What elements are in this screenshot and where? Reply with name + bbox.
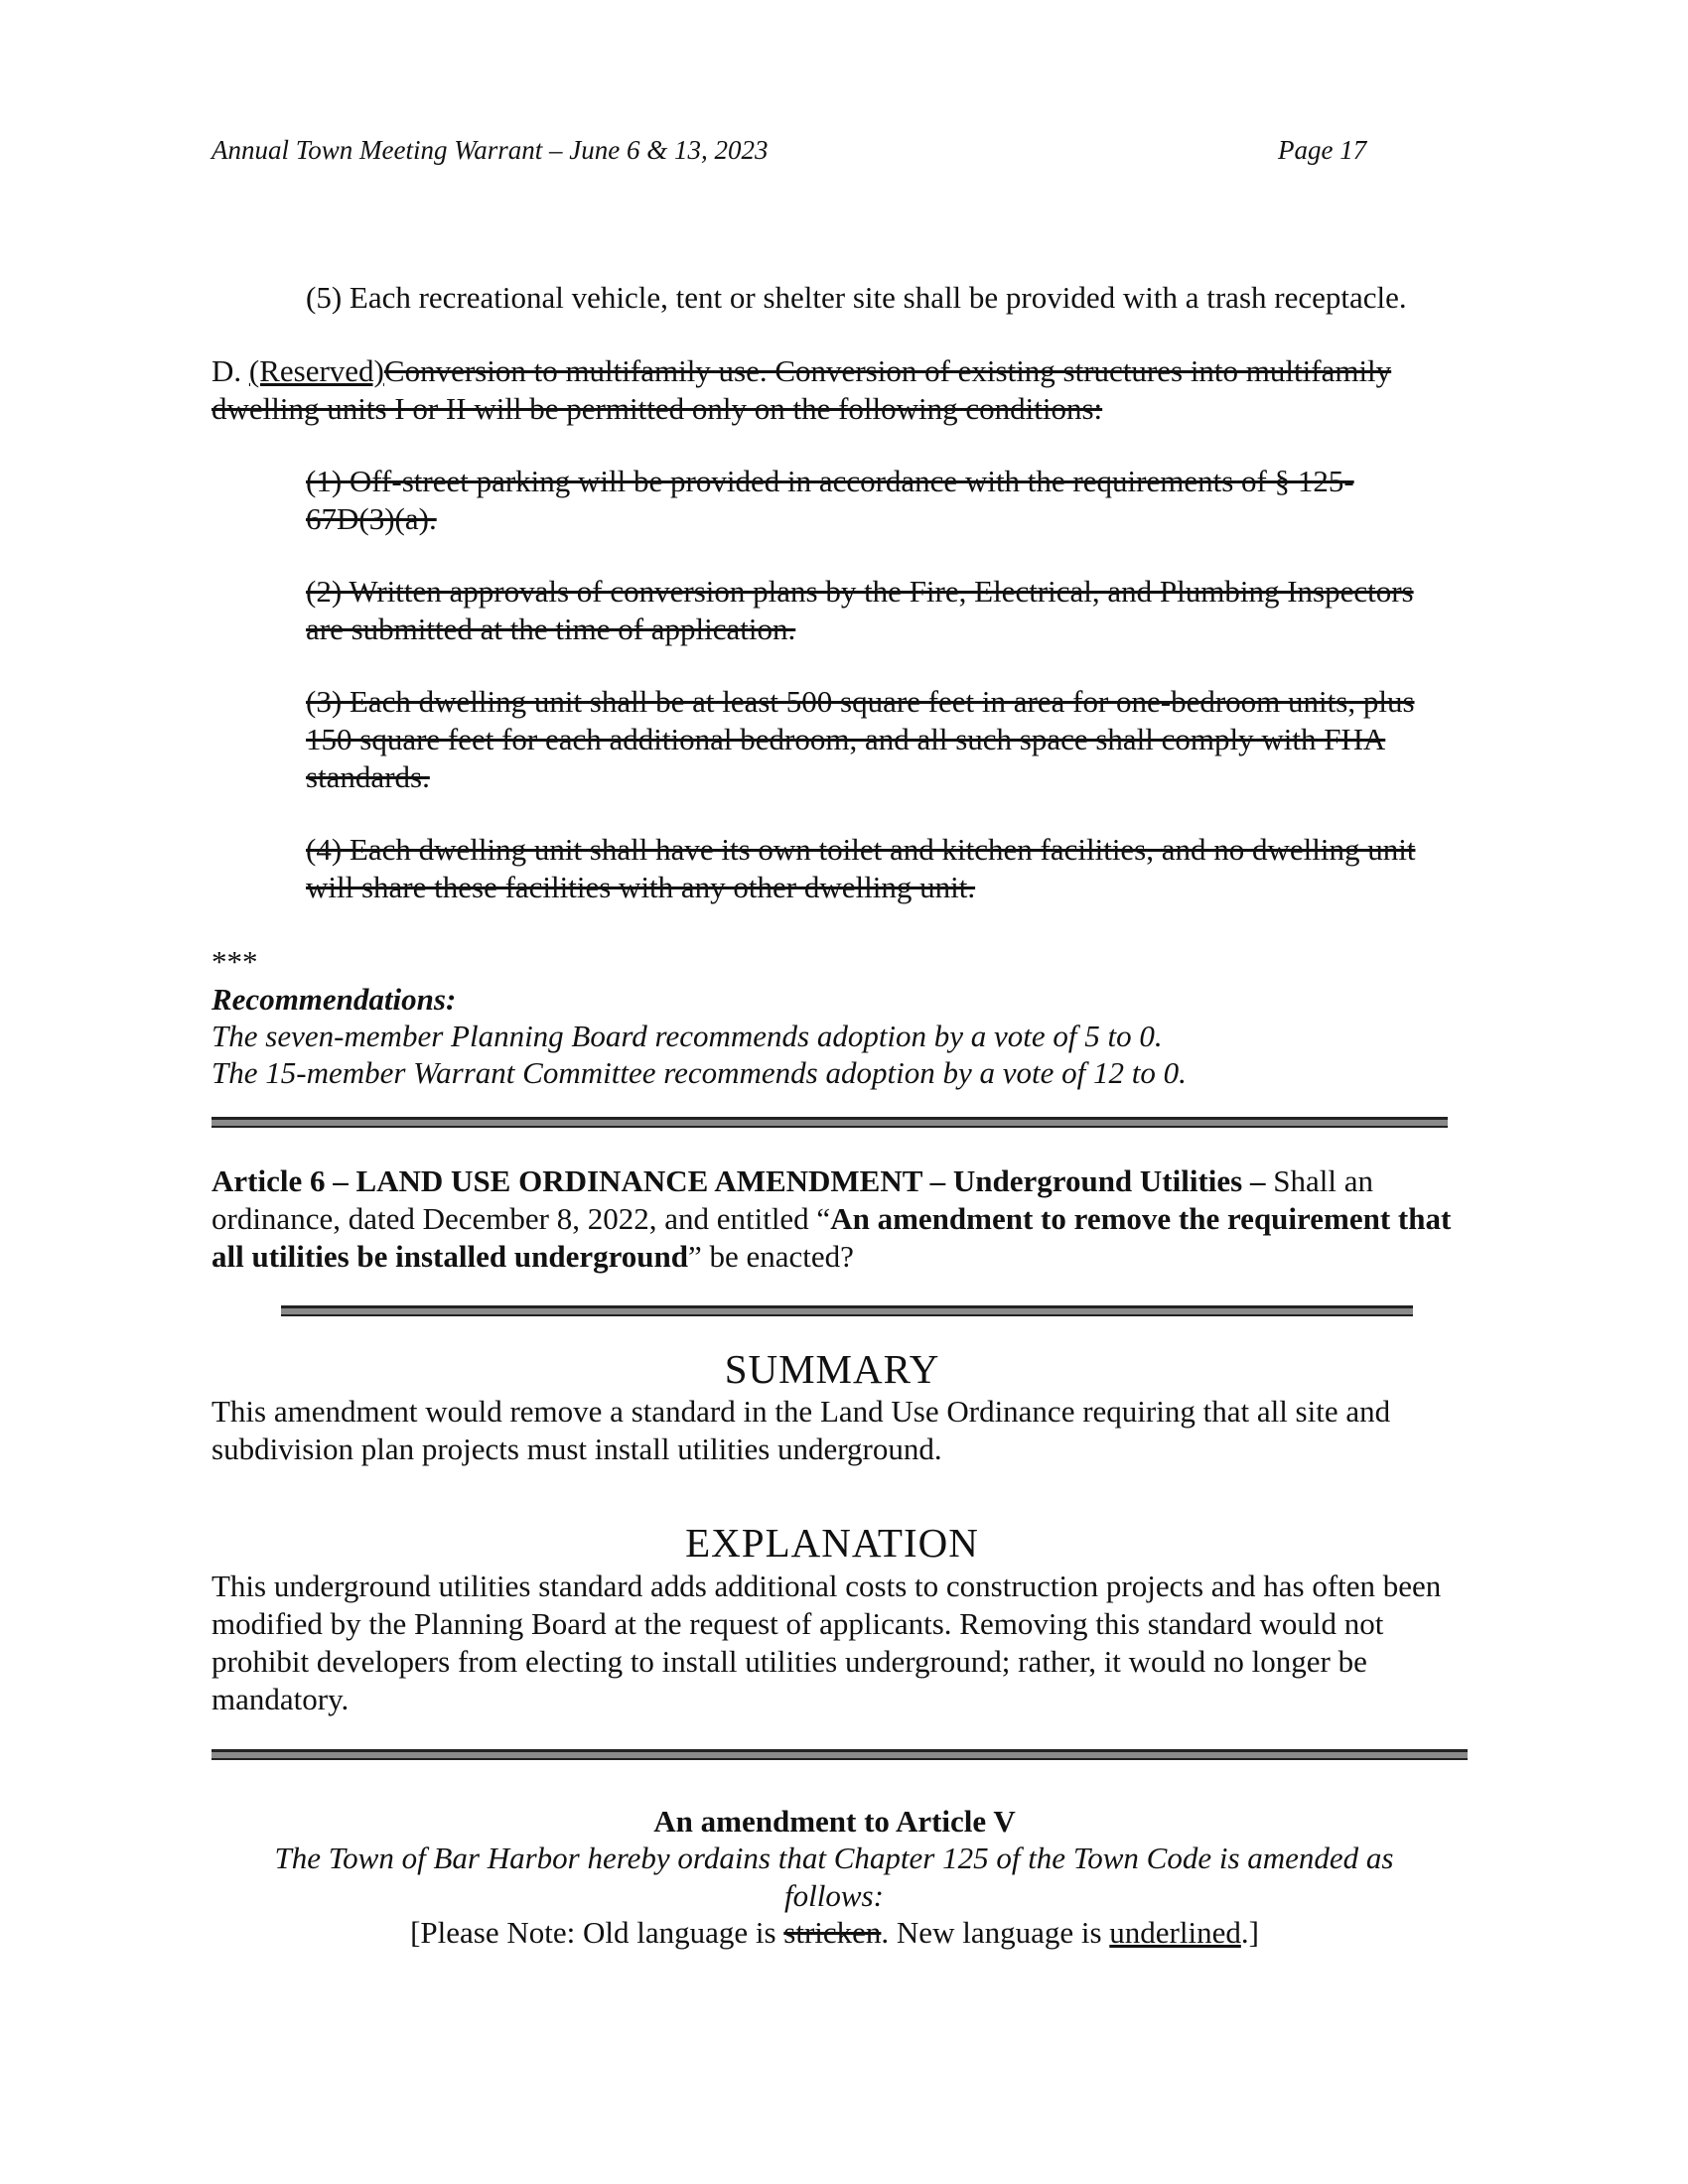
amendment-ordain: The Town of Bar Harbor hereby ordains that Chapter 125 of the Town Code is amended as follows: [274,1841,1394,1913]
separator-stars: *** [211,944,258,979]
section-d-stricken: Conversion to multifamily use. Conversion of existing structures into multifamily dwelling units I or II will be permitted only on the following conditions: [211,353,1392,426]
article-6-text2: ” be enacted? [688,1239,854,1274]
article-6 [211,1162,1453,1276]
explanation-text: This underground utilities standard adds additional costs to construction projects and has often been modified by the Planning Board at the request of applicants. Removing this standard would not prohibit developers from electing to install utilities underground; rather, it would no longer be mandatory. [211,1569,1442,1716]
recommendation-planning-board: The seven-member Planning Board recommends adoption by a vote of 5 to 0. [211,1019,1163,1053]
divider-rule [211,1749,1468,1760]
section-d-reserved: (Reserved) [248,353,384,388]
section-d [211,352,1458,428]
divider-rule [281,1305,1413,1316]
page-number: Page 17 [1278,135,1367,165]
amendment-title: An amendment to Article V [653,1804,1016,1839]
summary-text: This amendment would remove a standard in the Land Use Ordinance requiring that all site and subdivision plan projects must install utilities underground. [211,1394,1391,1466]
recommendations-title: Recommendations: [211,982,457,1017]
divider-rule [211,1117,1448,1128]
note-stricken: stricken [783,1915,882,1950]
note-end: .] [1240,1915,1259,1950]
condition-3: (3) Each dwelling unit shall be at least 500 square feet in area for one-bedroom units, plus 150 square feet for each additional bedroom, and all such space shall comply with FHA standards. [306,684,1415,794]
condition-4: (4) Each dwelling unit shall have its own toilet and kitchen facilities, and no dwelling unit will share these facilities with any other dwelling unit. [306,832,1416,904]
explanation-heading: EXPLANATION [685,1520,979,1566]
section-d-label: D. [211,353,242,388]
article-6-title: An amendment to remove the requirement that all utilities be installed underground [211,1201,1452,1274]
amendment-note [211,1914,1458,1952]
article-6-text1: Shall an ordinance, dated December 8, 2022, and entitled “ [211,1163,1373,1236]
item-5: (5) Each recreational vehicle, tent or shelter site shall be provided with a trash receptacle. [306,280,1407,315]
condition-1: (1) Off-street parking will be provided in accordance with the requirements of § 125-67D(3)(a). [306,464,1354,536]
note-underlined: underlined [1109,1915,1241,1950]
summary-heading: SUMMARY [724,1346,940,1392]
article-6-heading: Article 6 – LAND USE ORDINANCE AMENDMENT – Underground Utilities – [211,1163,1266,1198]
condition-2: (2) Written approvals of conversion plans by the Fire, Electrical, and Plumbing Inspectors are submitted at the time of application. [306,574,1414,646]
note-start: [Please Note: Old language is [410,1915,784,1950]
note-mid: . New language is [881,1915,1110,1950]
recommendation-warrant-committee: The 15-member Warrant Committee recommends adoption by a vote of 12 to 0. [211,1055,1187,1090]
header-title: Annual Town Meeting Warrant – June 6 & 13, 2023 [211,135,769,165]
